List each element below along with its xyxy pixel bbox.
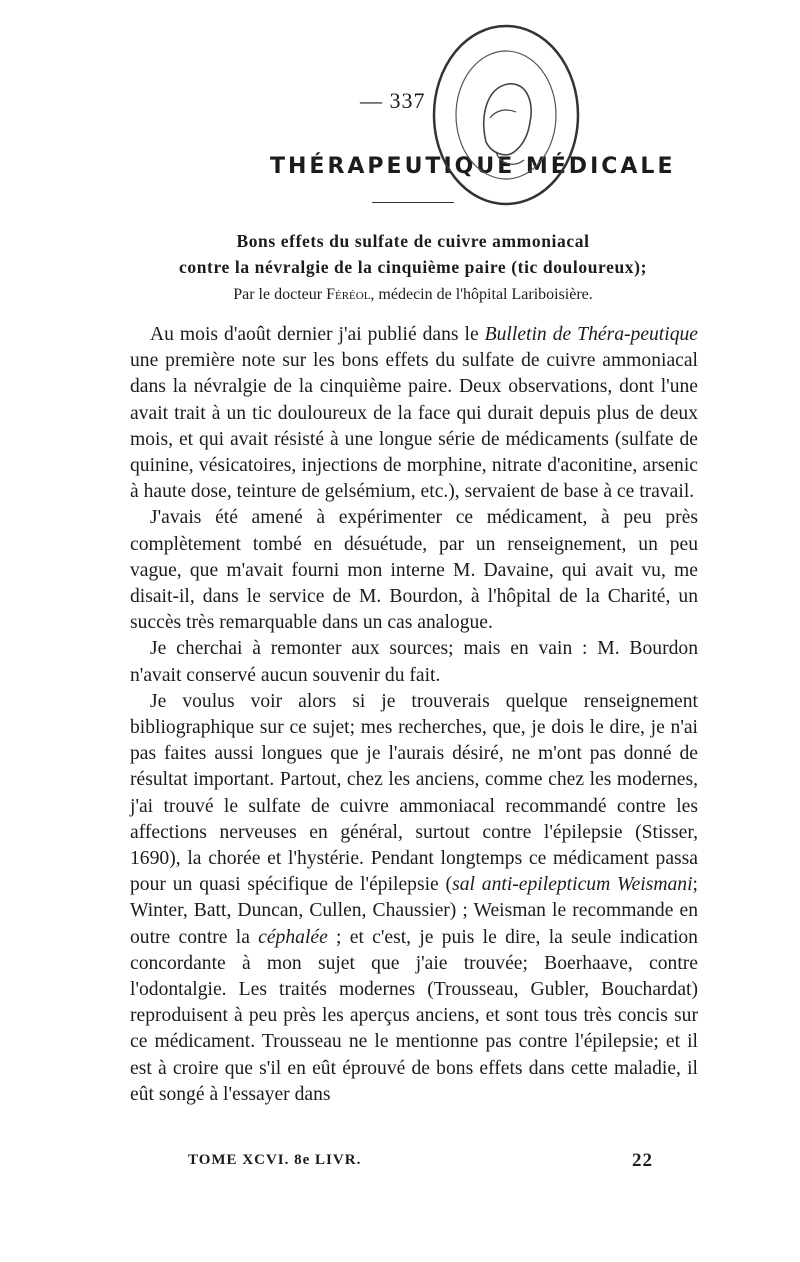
paragraph-2: J'avais été amené à expérimenter ce médicament, à peu près complètement tombé en désuétude, par un renseignement, un peu vague, que m'avait fourni mon interne M. Davaine, qui avait vu, me disait-il, dans le service de M. Bourdon, à l'hôpital de la Charité, un succès très remarquable dans un cas analogue. <box>130 507 698 634</box>
p4-text-c: ; et c'est, je puis le dire, la seule indication concordante à mon sujet que j'aie trouvée; Boerhaave, contre l'odontalgie. Les traités modernes (Trousseau, Gubler, Bouchardat) reproduisent à peu près les aperçus anciens, et sont tous très concis sur ce médicament. Trousseau ne le mentionne pas contre l'épilepsie; et il est à croire que s'il en eût éprouvé de bons effets dans cette maladie, il eût songé à l'essayer dans <box>130 926 698 1105</box>
p4-text-b: ; Winter, Batt, Duncan, Cullen, Chaussier) ; Weisman le recommande en outre contre la <box>130 874 698 948</box>
article-heading <box>128 228 698 280</box>
library-stamp-graphic <box>430 22 582 208</box>
p4-cephalee: céphalée <box>258 926 328 948</box>
heading-line-2: contre la névralgie de la cinquième paire (tic douloureux); <box>179 257 647 277</box>
paragraph-3: Je cherchai à remonter aux sources; mais en vain : M. Bourdon n'avait conservé aucun souvenir du fait. <box>130 638 698 686</box>
heading-line-1: Bons effets du sulfate de cuivre ammoniacal <box>236 231 590 251</box>
article-body <box>130 322 698 1108</box>
paragraph-4 <box>130 689 698 1108</box>
p1-journal: Bulletin de Théra-peutique <box>484 324 698 345</box>
paragraph-1 <box>130 322 698 505</box>
library-stamp <box>430 22 582 208</box>
p1-text-b: une première note sur les bons effets du sulfate de cuivre ammoniacal dans la névralgie de la cinquième paire. Deux observations, dont l'une avait trait à un tic douloureux de la face qui durait depuis plus de deux mois, et qui avait résisté à une longue série de médicaments (sulfate de quinine, vésicatoires, injections de morphine, nitrate d'aconitine, arsenic à haute dose, teinture de gelsémium, etc.), servaient de base à ce travail. <box>130 350 698 503</box>
author-name: Féréol <box>326 286 371 303</box>
volume-label: TOME XCVI. 8e LIVR. <box>188 1152 362 1168</box>
author-prefix: Par le docteur <box>233 286 327 303</box>
page-number: — 337 <box>360 88 426 113</box>
signature-mark: 22 <box>632 1150 653 1171</box>
p4-text-a: Je voulus voir alors si je trouverais quelque renseignement bibliographique sur ce sujet; mes recherches, que, je dois le dire, je n'ai pas faites aussi longues que je l'aurais désiré, ne m'ont pas donné de résultat important. Partout, chez les anciens, comme chez les modernes, j'ai trouvé le sulfate de cuivre ammoniacal recommandé contre les affections nerveuses en général, surtout contre l'épilepsie (Stisser, 1690), la chorée et l'hystérie. Pendant longtemps ce médicament passa pour un quasi spécifique de l'épilepsie ( <box>130 690 698 896</box>
p4-latin: sal anti-epilepticum Weismani <box>452 874 693 896</box>
page-footer <box>188 1152 686 1169</box>
p1-text-a: Au mois d'août dernier j'ai publié dans le <box>150 324 485 345</box>
author-line <box>128 286 698 304</box>
section-title-main: THÉRAPEUTIQUE <box>270 154 516 179</box>
author-suffix: , médecin de l'hôpital Lariboisière. <box>370 286 593 303</box>
section-title-stamped: MÉDICALE <box>525 154 676 179</box>
